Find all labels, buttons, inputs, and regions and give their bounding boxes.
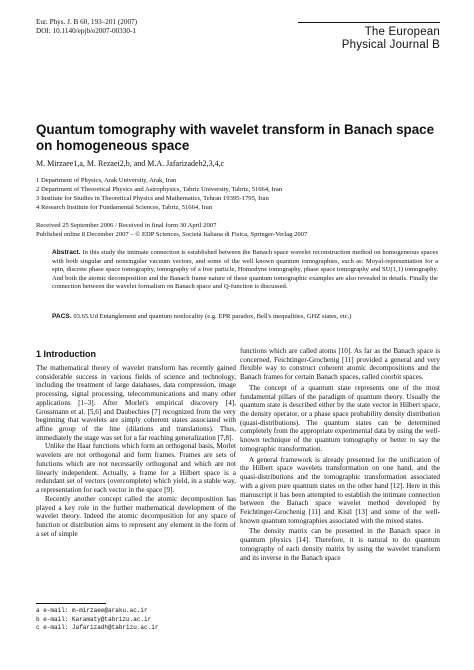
publication-dates — [36, 221, 446, 239]
received-date: Received 25 September 2006 / Received in final form 30 April 2007 — [36, 222, 217, 229]
affiliation-1: 1 Department of Physics, Arak University, Arak, Iran — [36, 177, 177, 184]
published-date: Published online 8 December 2007 – © EDP Sciences, Società Italiana di Fisica, Springer-Verlag 2007 — [36, 231, 308, 238]
pacs-text: 03.65.Ud Entanglement and quantum nonlocality (e.g. EPR paradox, Bell's inequalities, GHZ states, etc.) — [73, 313, 352, 320]
abstract-label: Abstract. — [52, 249, 81, 256]
section-heading: 1 Introduction — [36, 349, 96, 359]
pacs-label: PACS. — [52, 313, 72, 320]
abstract — [52, 249, 438, 292]
footnote-email-a: a e-mail: m-mirzaee@araku.ac.ir — [36, 607, 148, 614]
journal-citation: Eur. Phys. J. B 60, 193–201 (2007) — [36, 18, 138, 26]
paragraph: Unlike the Haar functions which form an orthogonal basis, Morlet wavelets are not orthogonal and form frames. Frames are sets of functions which are not necessarily orthogonal and which are not linearly independent. Actually, a frame for a Hilbert space is a redundant set of vectors (overcomplete) which yield, in a stable way, a representation for each vector in the space [9]. — [36, 442, 236, 495]
footnote-email-c: c e-mail: Jafarizadh@tabrizu.ac.ir — [36, 624, 159, 631]
paragraph: A general framework is already presented for the unification of the Hilbert space wavelets transformation on one hand, and the quasi-distributions and the tomographic transformation associated with a given pure quantum states on the other hand [12]. Here in this manuscript it has been attempted to establish the intimate connection between the Banach space wavelet method developed by Feichtinger-Grochenig [11] and Kisil [13] and some of the well-known quantum tomographies associated with the mixed states. — [240, 455, 440, 525]
journal-reference — [36, 18, 137, 36]
affiliation-3: 3 Institute for Studies in Theoretical Physics and Mathematics, Tehran 19395-1795, Iran — [36, 195, 269, 202]
journal-logo — [298, 22, 440, 52]
paragraph: The density matrix can be presented in the Banach space in quantum physics [14]. Therefore, it is natural to do quantum tomography of each density matrix by using the wavelet transform and its inverse in the Banach space — [240, 527, 440, 562]
pacs-codes — [52, 313, 438, 322]
abstract-text: In this study the intimate connection is established between the Banach space wavelet reconstruction method on homogeneous spaces with both singular and nonsingular vacuum vectors, and some of the well known quantum tomographies, such as: Moyal-representation for a spin, discrete phase space tomography, tomography of a free particle, Homodyne tomography, phase space tomography and SU(1,1) tomography. And both the atomic decomposition and the Banach frame nature of these quantum tomographic examples are also revealed in details. Finally the connection between the wavelet formalism on Banach space and Q-function is discussed. — [52, 249, 439, 291]
affiliation-2: 2 Department of Theoretical Physics and Astrophysics, Tabriz University, Tabriz, 51664, Iran — [36, 186, 283, 193]
paragraph: Recently another concept called the atomic decomposition has played a key role in the further mathematical development of the wavelet theory. Indeed the atomic decomposition for any space of function or distribution aims to represent any element in the form of a set of simple — [36, 494, 236, 538]
paragraph: The mathematical theory of wavelet transform has recently gained considerable success in various fields of science and technology, including the treatment of large databases, data compression, image processing, signal processing, telecommunications and many other applications [1–3]. After Morlet's empirical discovery [4], Grossmann et al. [5,6] and Daubechies [7] recognized from the very beginning that wavelets are simply coherent states associated with affine group of the line (dilations and translations). Thus, immediately the stage was set for a far reaching generalization [7,8]. — [36, 364, 236, 442]
footnote-rule — [36, 603, 106, 604]
footnote-email-b: b e-mail: Karamaty@tabrizu.ac.ir — [36, 615, 152, 623]
author-list: M. Mirzaee1,a, M. Rezaei2,b, and M.A. Jafarizadeh2,3,4,c — [36, 159, 225, 168]
logo-line-1: The European — [364, 26, 440, 38]
doi-line: DOI: 10.1140/epjb/e2007-00330-1 — [36, 27, 136, 35]
affiliation-4: 4 Research Institute for Fundamental Sciences, Tabriz, 51664, Iran — [36, 204, 213, 211]
logo-line-2: Physical Journal B — [341, 39, 440, 51]
logo-rule — [298, 22, 440, 23]
footnotes — [36, 603, 236, 633]
right-column — [240, 347, 440, 562]
paper-title: Quantum tomography with wavelet transform in Banach space on homogeneous space — [36, 122, 435, 153]
left-column — [36, 338, 236, 538]
affiliations — [36, 176, 446, 212]
paragraph: functions which are called atoms [10]. As far as the Banach space is concerned, Feichtinger-Grochenig [11] provided a general and very flexible way to construct coherent atomic decompositions and the Banach frames for certain Banach spaces, called coorbit spaces. — [240, 347, 440, 382]
paragraph: The concept of a quantum state represents one of the most fundamental pillars of the paradigm of quantum theory. Usually the quantum state is described either by the state vector in Hilbert space, the density operator, or a phase space probability density distribution (quasi-distributions). The quantum states can be determined completely from the appropriate experimental data by using the well-known technique of the quantum tomography or better to say the tomographic transformation. — [240, 383, 440, 453]
